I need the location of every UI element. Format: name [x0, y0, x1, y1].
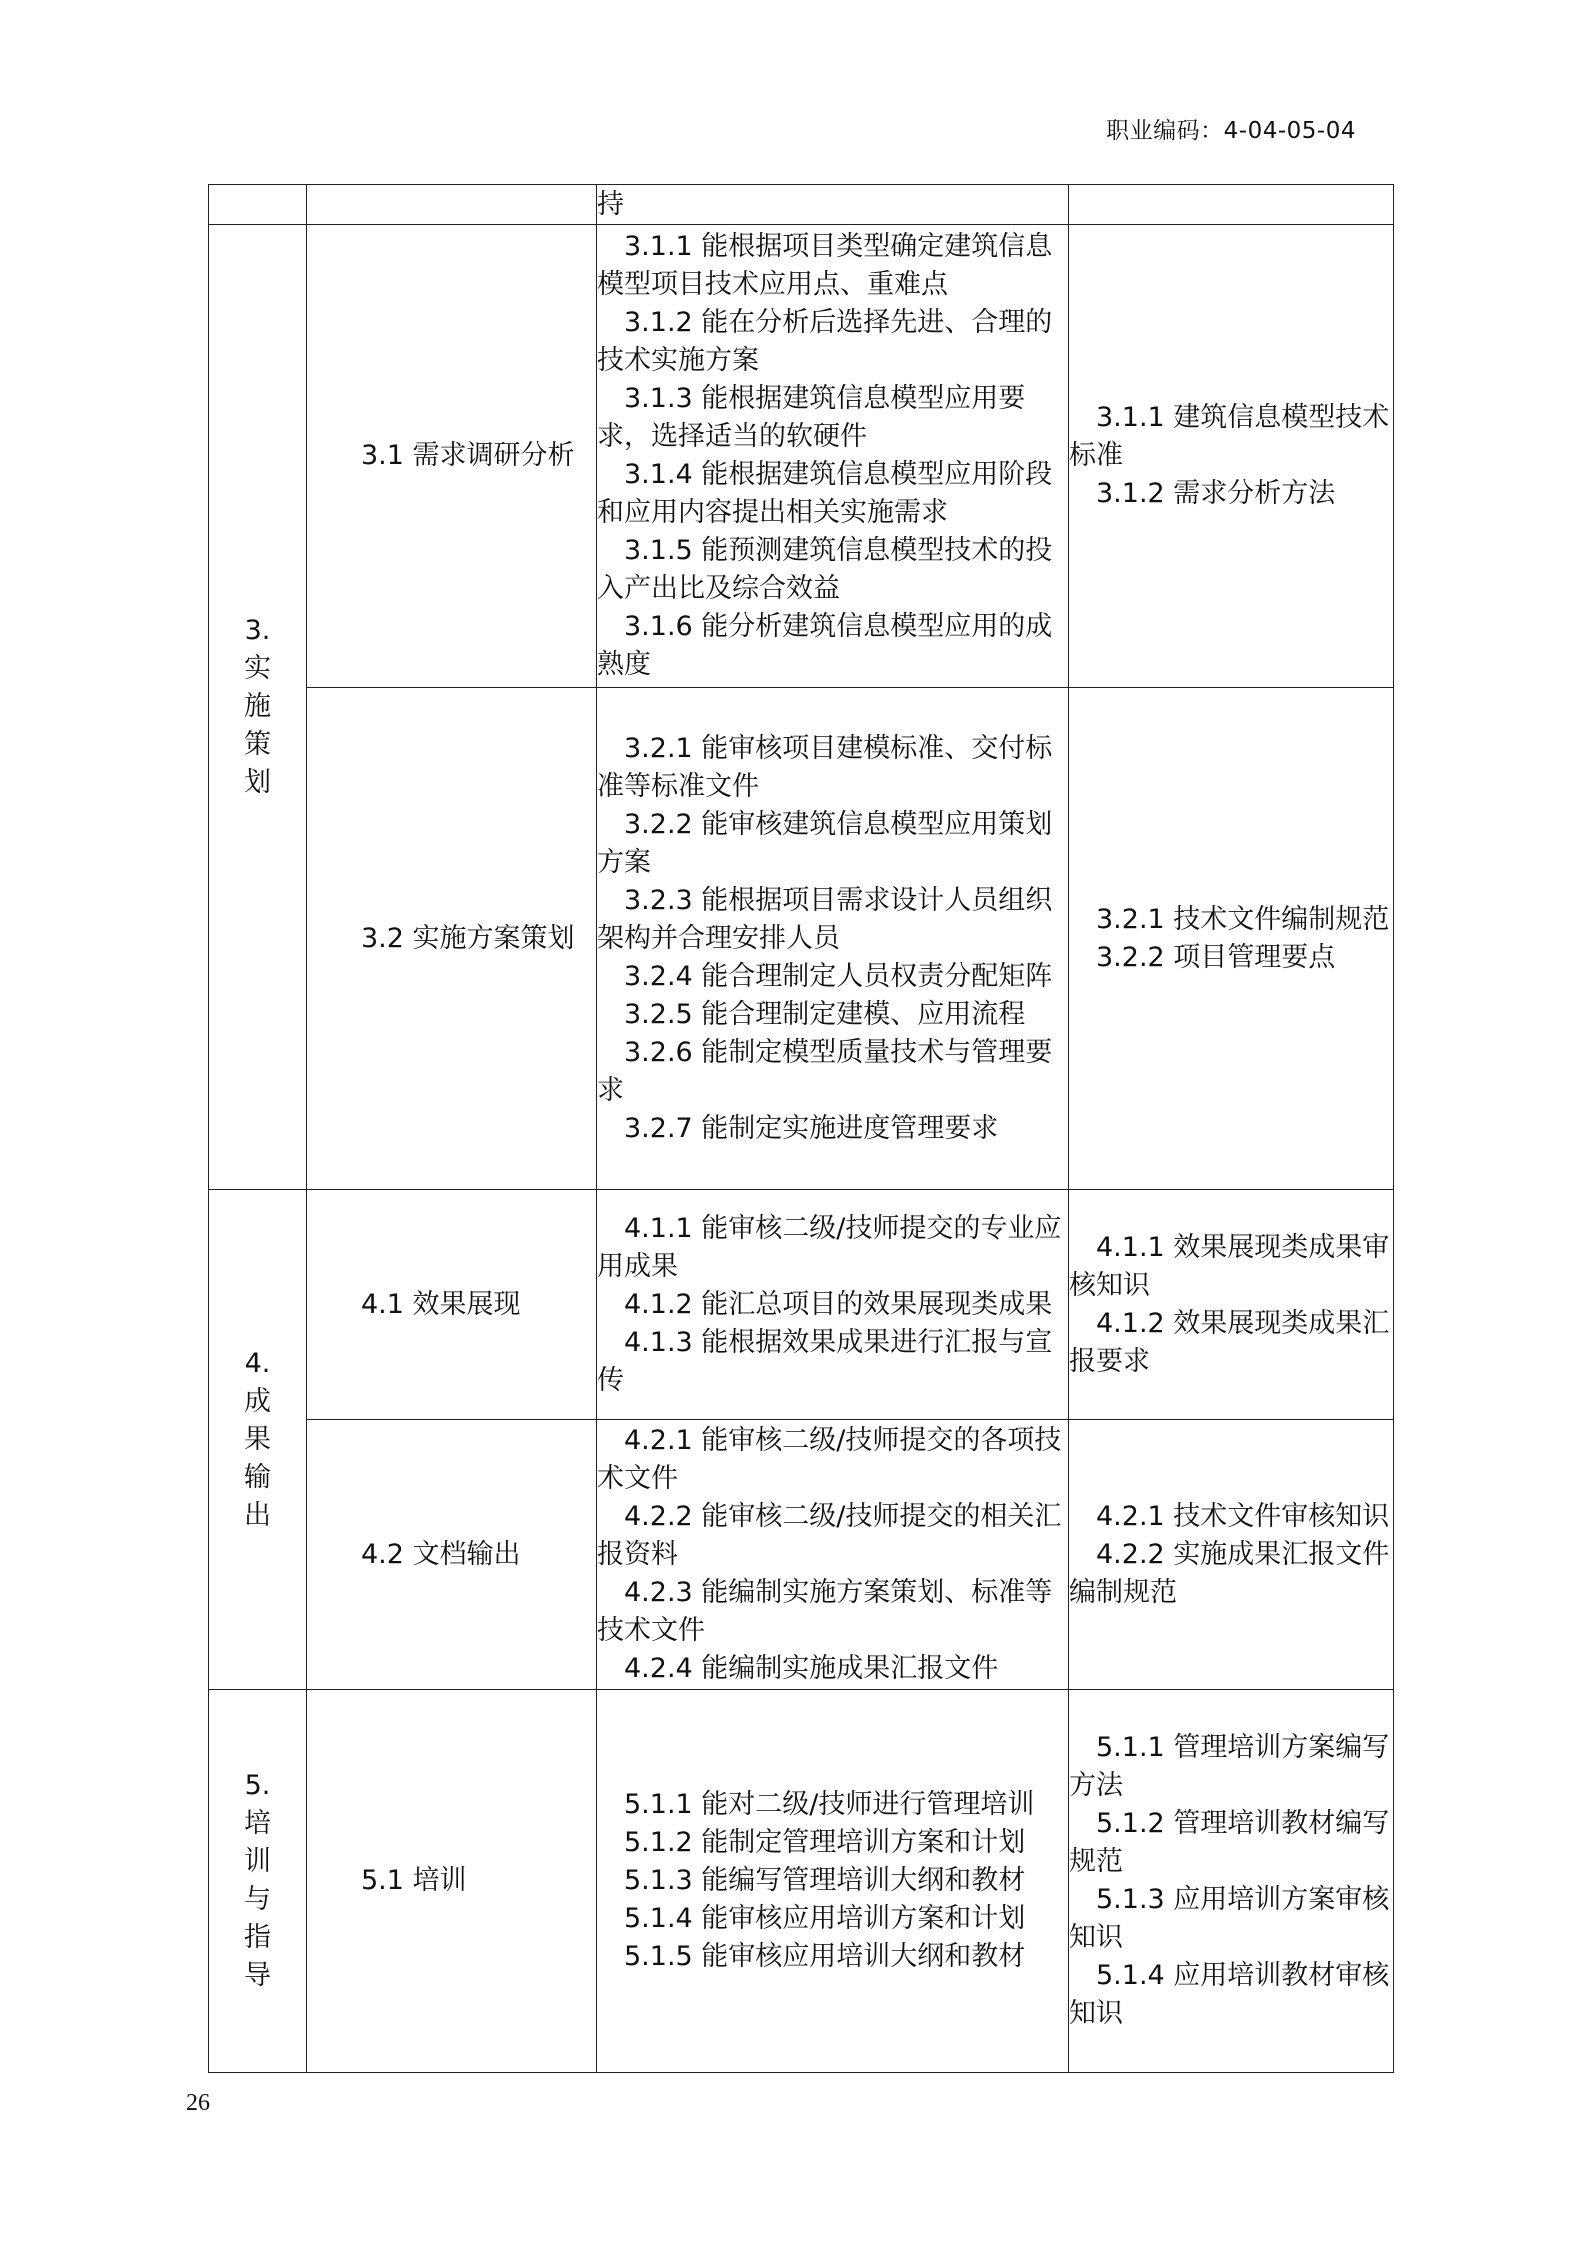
unit-label: 4.2 文档输出 [361, 1538, 521, 1570]
unit-cell [307, 1420, 597, 1690]
unit-cell [307, 1190, 597, 1420]
skills-cell [597, 1690, 1069, 2073]
skill-item: 4.1.2 能汇总项目的效果展现类成果 [624, 1288, 1053, 1320]
skill-item: 3.2.7 能制定实施进度管理要求 [624, 1112, 999, 1144]
skill-item: 5.1.1 能对二级/技师进行管理培训 [624, 1789, 1035, 1820]
skill-item: 3.1.6 能分析建筑信息模型应用的成熟度 [597, 611, 1053, 680]
knowledge-item: 5.1.3 应用培训方案审核知识 [1069, 1884, 1390, 1953]
skill-item: 5.1.3 能编写管理培训大纲和教材 [624, 1865, 1026, 1896]
knowledge-item: 3.1.2 需求分析方法 [1096, 478, 1336, 509]
skill-item: 3.2.5 能合理制定建模、应用流程 [624, 998, 1026, 1030]
knowledge-item: 3.2.1 技术文件编制规范 [1096, 903, 1390, 935]
skill-item: 3.2.6 能制定模型质量技术与管理要求 [597, 1036, 1053, 1106]
knowledge-item: 5.1.2 管理培训教材编写规范 [1069, 1808, 1390, 1877]
skill-item: 4.2.1 能审核二级/技师提交的各项技术文件 [597, 1424, 1062, 1494]
category-label: 5.培训与指导 [244, 1770, 271, 1991]
skill-item: 4.2.2 能审核二级/技师提交的相关汇报资料 [597, 1500, 1062, 1570]
unit-cell [307, 225, 597, 688]
skills-cell [597, 1190, 1069, 1420]
category-cell [209, 225, 307, 1190]
knowledge-item: 5.1.4 应用培训教材审核知识 [1069, 1960, 1390, 2029]
unit-cell [307, 1690, 597, 2073]
knowledge-cell [1069, 1190, 1394, 1420]
table-row [209, 1690, 1394, 2073]
skill-item: 3.2.1 能审核项目建模标准、交付标准等标准文件 [597, 732, 1053, 802]
skills-cell [597, 1420, 1069, 1690]
skill-item: 3.1.3 能根据建筑信息模型应用要求，选择适当的软硬件 [597, 383, 1026, 452]
knowledge-cell [1069, 688, 1394, 1190]
table-row [209, 688, 1394, 1190]
skill-item: 5.1.5 能审核应用培训大纲和教材 [624, 1941, 1026, 1972]
page-number: 26 [186, 2090, 210, 2116]
skill-item: 3.2.4 能合理制定人员权责分配矩阵 [624, 960, 1053, 992]
skill-item: 3.2.3 能根据项目需求设计人员组织架构并合理安排人员 [597, 884, 1053, 954]
unit-label: 3.2 实施方案策划 [361, 922, 575, 954]
table-row [209, 1420, 1394, 1690]
skill-item: 3.1.1 能根据项目类型确定建筑信息模型项目技术应用点、重难点 [597, 231, 1053, 300]
knowledge-item: 4.2.2 实施成果汇报文件编制规范 [1069, 1538, 1390, 1608]
category-label: 3.实施策划 [244, 615, 271, 798]
skills-cell [597, 225, 1069, 688]
category-cell [209, 1690, 307, 2073]
unit-label: 4.1 效果展现 [361, 1288, 521, 1320]
category-cell [209, 1190, 307, 1690]
unit-label: 5.1 培训 [361, 1865, 467, 1896]
knowledge-item: 5.1.1 管理培训方案编写方法 [1069, 1732, 1390, 1801]
skill-item: 4.2.3 能编制实施方案策划、标准等技术文件 [597, 1576, 1053, 1646]
skill-item: 4.1.3 能根据效果成果进行汇报与宣传 [597, 1326, 1053, 1396]
skill-requirements-table [208, 184, 1394, 2073]
table-row [209, 225, 1394, 688]
table-row [209, 1190, 1394, 1420]
unit-cell [307, 688, 597, 1190]
knowledge-cell [1069, 225, 1394, 688]
knowledge-cell [1069, 1690, 1394, 2073]
knowledge-item: 4.2.1 技术文件审核知识 [1096, 1500, 1390, 1532]
skill-item: 3.1.5 能预测建筑信息模型技术的投入产出比及综合效益 [597, 535, 1053, 604]
skill-item: 5.1.2 能制定管理培训方案和计划 [624, 1827, 1026, 1858]
skill-item: 4.2.4 能编制实施成果汇报文件 [624, 1652, 999, 1684]
table-row-continuation [209, 185, 1394, 225]
skill-item: 3.1.4 能根据建筑信息模型应用阶段和应用内容提出相关实施需求 [597, 459, 1053, 528]
knowledge-item: 3.1.1 建筑信息模型技术标准 [1069, 402, 1390, 471]
knowledge-cell [1069, 1420, 1394, 1690]
skills-cell [597, 688, 1069, 1190]
continuation-text: 持 [597, 185, 1069, 225]
skill-item: 3.1.2 能在分析后选择先进、合理的技术实施方案 [597, 307, 1053, 376]
skill-item: 3.2.2 能审核建筑信息模型应用策划方案 [597, 808, 1053, 878]
skill-item: 4.1.1 能审核二级/技师提交的专业应用成果 [597, 1212, 1062, 1282]
occupation-code: 职业编码：4-04-05-04 [1106, 118, 1356, 144]
knowledge-item: 4.1.2 效果展现类成果汇报要求 [1069, 1307, 1390, 1377]
knowledge-item: 4.1.1 效果展现类成果审核知识 [1069, 1231, 1390, 1301]
unit-label: 3.1 需求调研分析 [361, 440, 575, 471]
skill-item: 5.1.4 能审核应用培训方案和计划 [624, 1903, 1026, 1934]
category-label: 4.成果输出 [244, 1347, 271, 1531]
knowledge-item: 3.2.2 项目管理要点 [1096, 941, 1336, 973]
